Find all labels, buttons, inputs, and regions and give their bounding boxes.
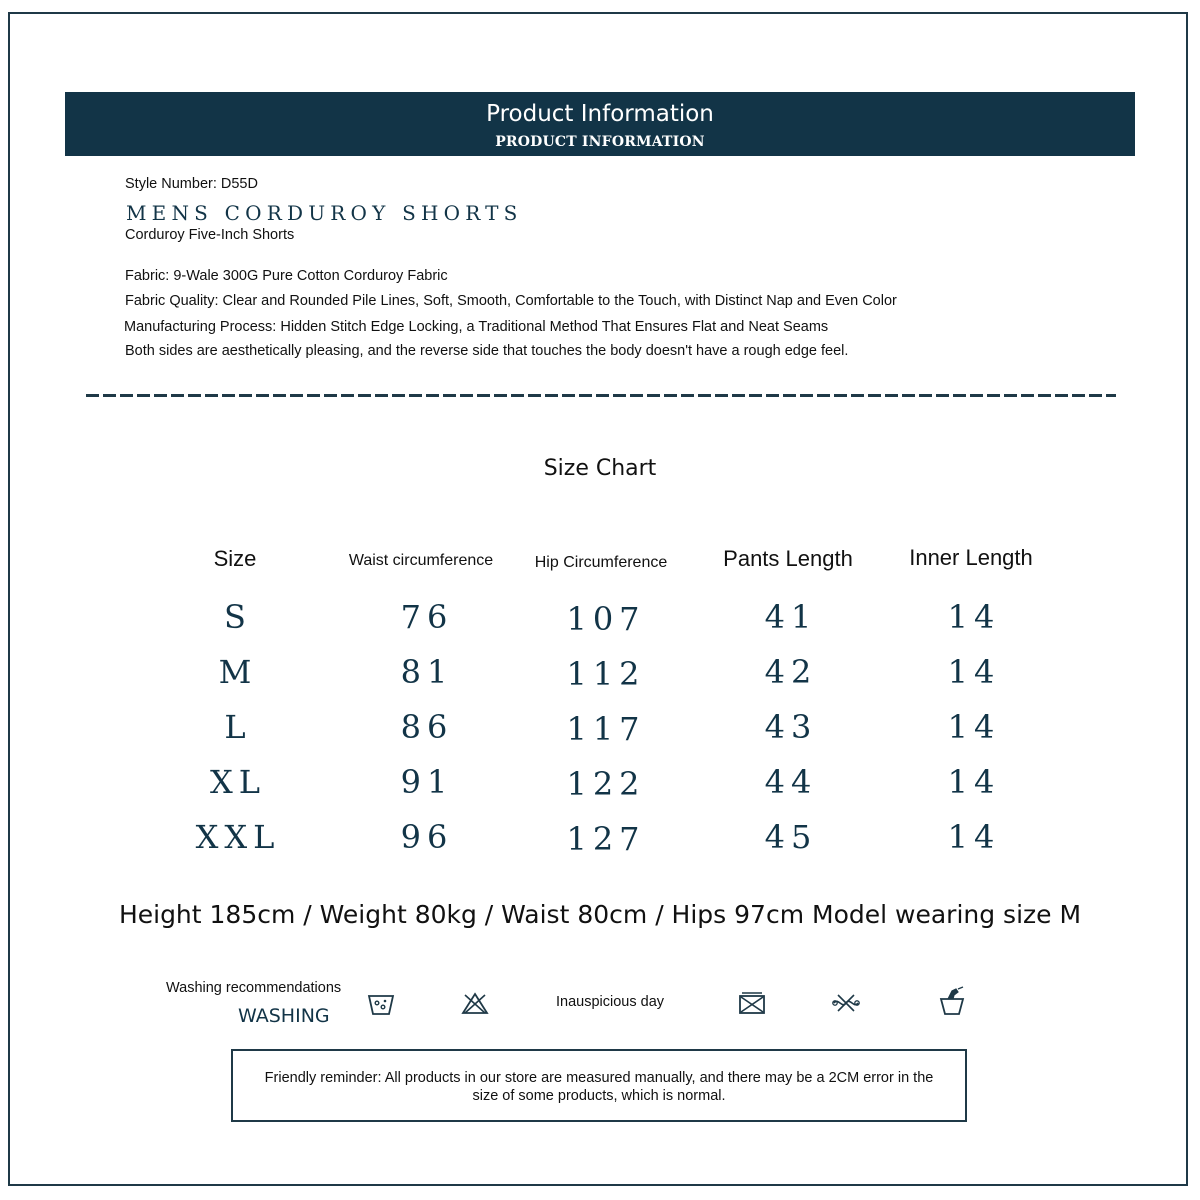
column-header-size: Size <box>213 546 257 571</box>
cell-waist: 76 <box>400 598 454 636</box>
cell-pants-length: 43 <box>764 708 818 746</box>
cell-inner-length: 14 <box>947 763 1001 801</box>
cell-pants-length: 44 <box>764 763 818 801</box>
cell-size: XL <box>209 763 267 801</box>
washing-title: Washing recommendations <box>166 980 342 996</box>
cell-hip: 107 <box>566 600 646 638</box>
header-title: Product Information <box>486 101 714 127</box>
cell-size: S <box>224 598 252 636</box>
cell-size: M <box>218 653 258 691</box>
spec-fabric: Fabric: 9-Wale 300G Pure Cotton Corduroy Fabric <box>125 268 448 284</box>
cell-hip: 127 <box>566 820 646 858</box>
care-note: Inauspicious day <box>556 994 665 1010</box>
column-header-pants-length: Pants Length <box>723 546 853 571</box>
cell-waist: 96 <box>400 818 454 856</box>
cell-pants-length: 45 <box>764 818 818 856</box>
column-header-hip: Hip Circumference <box>534 554 668 571</box>
cell-inner-length: 14 <box>947 598 1001 636</box>
spec-both-sides: Both sides are aesthetically pleasing, and the reverse side that touches the body doesn't have a rough edge feel. <box>125 343 849 359</box>
cell-waist: 86 <box>400 708 454 746</box>
cell-inner-length: 14 <box>947 653 1001 691</box>
column-header-inner-length: Inner Length <box>909 545 1033 570</box>
size-chart-title: Size Chart <box>543 456 657 481</box>
cell-pants-length: 42 <box>764 653 818 691</box>
column-header-waist: Waist circumference <box>348 552 494 569</box>
cell-hip: 112 <box>566 655 646 693</box>
product-subtitle: Corduroy Five-Inch Shorts <box>125 227 295 243</box>
style-number: Style Number: D55D <box>125 176 258 192</box>
hand-wash-icon <box>366 988 396 1018</box>
dashed-divider <box>86 394 1116 397</box>
friendly-reminder: Friendly reminder: All products in our store are measured manually, and there may be a 2CM error in the size of some products, which is normal. <box>231 1049 967 1122</box>
cell-pants-length: 41 <box>764 598 818 636</box>
cell-inner-length: 14 <box>947 708 1001 746</box>
spec-manufacturing: Manufacturing Process: Hidden Stitch Edge Locking, a Traditional Method That Ensures Flat and Neat Seams <box>124 319 829 335</box>
washing-subtitle: WASHING <box>238 1005 330 1027</box>
product-name: MENS CORDUROY SHORTS <box>126 201 523 225</box>
do-not-wring-icon <box>831 988 861 1018</box>
cell-inner-length: 14 <box>947 818 1001 856</box>
cell-size: XXL <box>195 818 281 856</box>
header-banner <box>65 92 1135 156</box>
cell-hip: 117 <box>566 710 646 748</box>
cell-waist: 91 <box>400 763 454 801</box>
model-info: Height 185cm / Weight 80kg / Waist 80cm / Hips 97cm Model wearing size M <box>118 900 1082 929</box>
cell-size: L <box>224 708 252 746</box>
header-subtitle: PRODUCT INFORMATION <box>495 134 705 150</box>
spec-fabric-quality: Fabric Quality: Clear and Rounded Pile Lines, Soft, Smooth, Comfortable to the Touch, with Distinct Nap and Even Color <box>125 293 897 309</box>
cell-waist: 81 <box>400 653 454 691</box>
cell-hip: 122 <box>566 765 646 803</box>
dry-clean-icon <box>937 986 967 1016</box>
do-not-iron-icon <box>737 988 767 1018</box>
do-not-bleach-icon <box>460 988 490 1018</box>
